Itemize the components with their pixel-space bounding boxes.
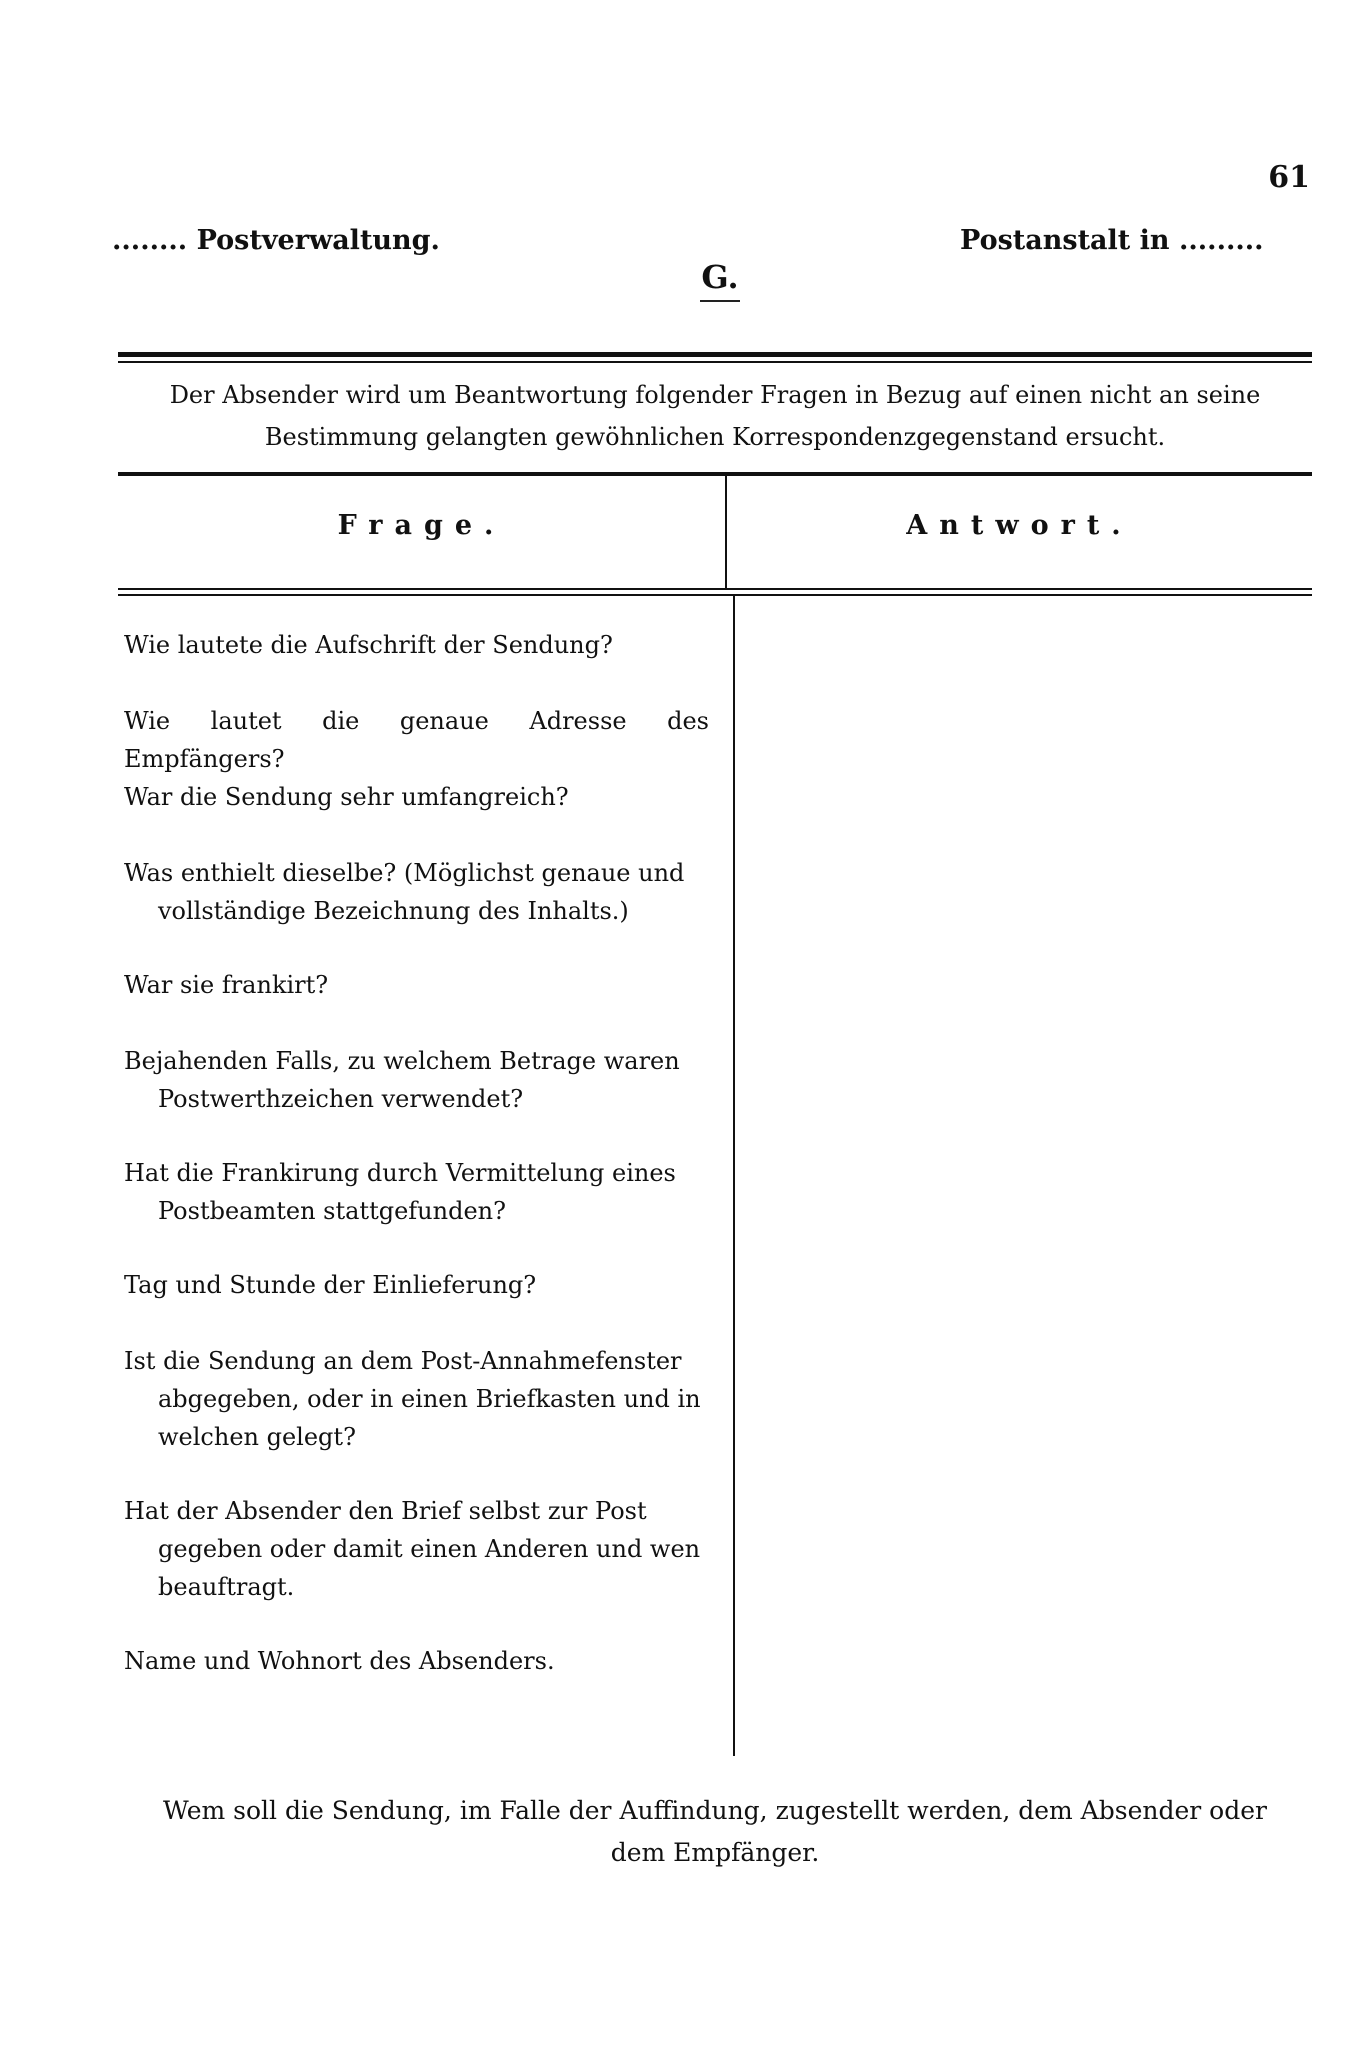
form-letter-underline bbox=[700, 300, 740, 302]
question-line: War die Sendung sehr umfangreich? bbox=[124, 783, 569, 811]
question-line: vollständige Bezeichnung des Inhalts.) bbox=[158, 897, 629, 925]
question-item bbox=[124, 626, 709, 664]
question-line: Tag und Stunde der Einlieferung? bbox=[124, 1271, 537, 1299]
question-item bbox=[124, 778, 709, 816]
top-rule-thick bbox=[118, 352, 1312, 357]
question-line: Postbeamten stattgefunden? bbox=[158, 1197, 506, 1225]
question-item bbox=[124, 1154, 709, 1230]
question-line: Hat die Frankirung durch Vermittelung eines bbox=[124, 1159, 676, 1187]
question-item bbox=[124, 1042, 709, 1118]
column-header-question: Frage. bbox=[337, 510, 506, 541]
question-line: Postwerthzeichen verwendet? bbox=[158, 1085, 524, 1113]
header-column-divider bbox=[725, 476, 727, 588]
question-item bbox=[124, 702, 709, 778]
question-line: welchen gelegt? bbox=[158, 1423, 356, 1451]
question-item bbox=[124, 854, 709, 930]
question-line: Hat der Absender den Brief selbst zur Post bbox=[124, 1497, 647, 1525]
question-line: beauftragt. bbox=[158, 1573, 295, 1601]
question-line: War sie frankirt? bbox=[124, 971, 329, 999]
question-line: Wie lautet die genaue Adresse des Empfängers? bbox=[124, 707, 709, 773]
question-line: abgegeben, oder in einen Briefkasten und in bbox=[158, 1385, 701, 1413]
column-header-answer: Antwort. bbox=[906, 510, 1133, 541]
page-number: 61 bbox=[1268, 160, 1310, 195]
question-item bbox=[124, 966, 709, 1004]
question-line: Bejahenden Falls, zu welchem Betrage waren bbox=[124, 1047, 680, 1075]
question-line: Wie lautete die Aufschrift der Sendung? bbox=[124, 631, 613, 659]
body-column-divider bbox=[733, 596, 735, 1756]
question-item bbox=[124, 1642, 709, 1680]
top-rule-thin bbox=[118, 361, 1312, 363]
question-item bbox=[124, 1492, 709, 1606]
question-line: Was enthielt dieselbe? (Möglichst genaue und bbox=[124, 859, 685, 887]
question-item bbox=[124, 1342, 709, 1456]
table-top-rule bbox=[118, 472, 1312, 476]
header-bottom-rule-double bbox=[118, 594, 1312, 596]
intro-text: Der Absender wird um Beantwortung folgender Fragen in Bezug auf einen nicht an seine Bestimmung gelangten gewöhnlichen Korrespondenzgegenstand ersucht. bbox=[169, 381, 1261, 451]
question-item bbox=[124, 1266, 709, 1304]
footer-question: Wem soll die Sendung, im Falle der Auffindung, zugestellt werden, dem Absender oder dem Empfänger. bbox=[163, 1796, 1267, 1867]
question-line: Ist die Sendung an dem Post-Annahmefenster bbox=[124, 1347, 682, 1375]
post-office-label: Postanstalt in ......... bbox=[960, 225, 1264, 256]
form-letter: G. bbox=[701, 258, 739, 296]
postal-administration-label: ........ Postverwaltung. bbox=[112, 225, 440, 256]
header-bottom-rule bbox=[118, 588, 1312, 590]
question-line: gegeben oder damit einen Anderen und wen bbox=[158, 1535, 701, 1563]
question-line: Name und Wohnort des Absenders. bbox=[124, 1647, 555, 1675]
